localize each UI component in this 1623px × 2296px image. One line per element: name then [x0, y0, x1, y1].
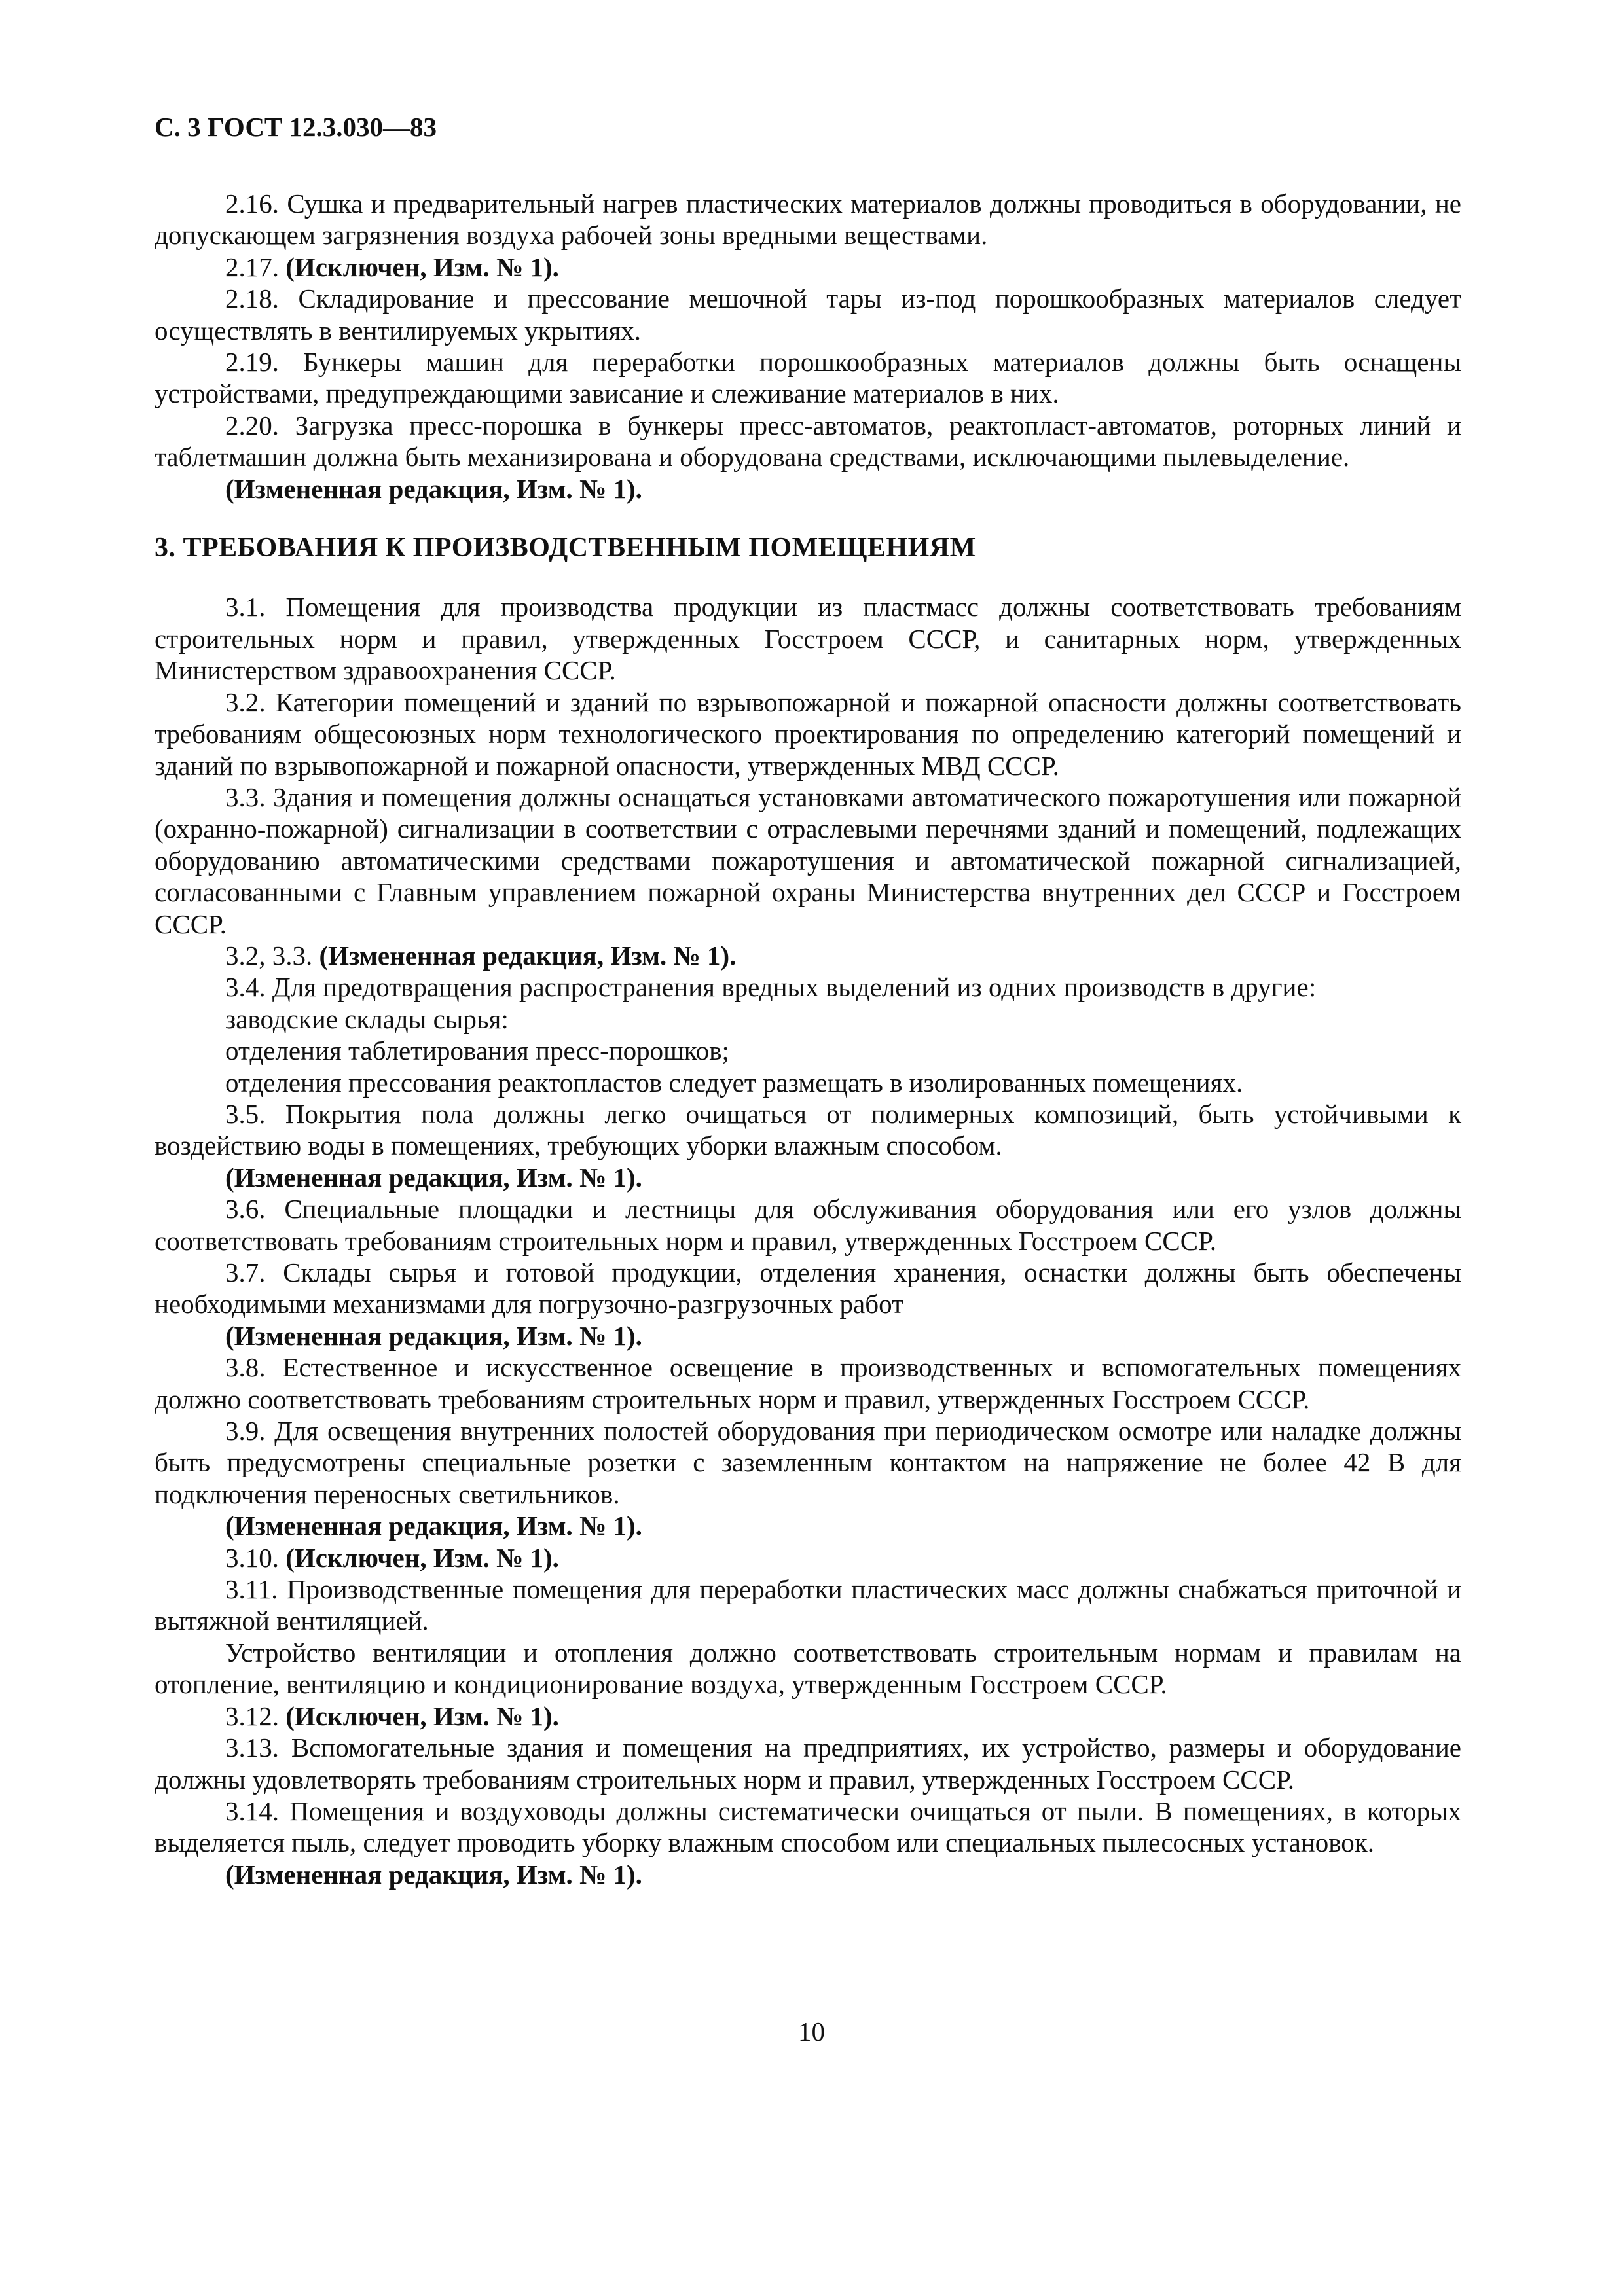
amendment-note — [155, 473, 1461, 505]
page-header: С. 3 ГОСТ 12.3.030—83 — [155, 112, 437, 142]
amendment-text: (Измененная редакция, Изм. № 1). — [225, 473, 642, 504]
clause-paragraph: 3.6. Специальные площадки и лестницы для обслуживания оборудования или его узлов должны соответствовать требованиям строительных норм и правил, утвержденных Госстроем СССР. — [155, 1194, 1461, 1256]
amendment-text: (Измененная редакция, Изм. № 1). — [319, 940, 737, 971]
clause-number: 3.10. — [225, 1542, 286, 1573]
amendment-text: (Измененная редакция, Изм. № 1). — [225, 1162, 642, 1193]
amendment-note — [155, 940, 1461, 971]
document-body — [155, 188, 1461, 1890]
clause-number: 2.17. — [225, 251, 286, 282]
clause-paragraph: Устройство вентиляции и отопления должно соответствовать строительным нормам и правилам на отопление, вентиляцию и кондиционирование воздуха, утвержденным Госстроем СССР. — [155, 1637, 1461, 1700]
clause-paragraph: 3.3. Здания и помещения должны оснащаться установками автоматического пожаротушения или пожарной (охранно-пожарной) сигнализации в соответствии с отраслевыми перечнями зданий и помещений, подлежащих оборудованию автоматическими средствами пожаротушения и автоматической пожарной сигнализацией, согласованными с Главным управлением пожарной охраны Министерства внутренних дел СССР и Госстроем СССР. — [155, 781, 1461, 939]
clause-number: 3.12. — [225, 1700, 286, 1731]
amendment-note — [155, 251, 1461, 283]
amendment-note — [155, 1859, 1461, 1890]
amendment-text: (Измененная редакция, Изм. № 1). — [225, 1511, 642, 1541]
clause-paragraph: 3.7. Склады сырья и готовой продукции, отделения хранения, оснастки должны быть обеспечены необходимыми механизмами для погрузочно-разгрузочных работ — [155, 1257, 1461, 1319]
clause-paragraph: отделения прессования реактопластов следует размещать в изолированных помещениях. — [225, 1067, 1243, 1098]
clause-paragraph: 2.20. Загрузка пресс-порошка в бункеры пресс-автоматов, реактопласт-автоматов, роторных линий и таблетмашин должна быть механизирована и оборудована средствами, исключающими пылевыделение. — [155, 410, 1461, 473]
clause-paragraph: 3.5. Покрытия пола должны легко очищаться от полимерных композиций, быть устойчивыми к воздействию воды в помещениях, требующих уборки влажным способом. — [155, 1098, 1461, 1161]
clause-paragraph: 3.2. Категории помещений и зданий по взрывопожарной и пожарной опасности должны соответствовать требованиям общесоюзных норм технологического проектирования по определению категорий помещений и зданий по взрывопожарной и пожарной опасности, утвержденных МВД СССР. — [155, 687, 1461, 781]
page-number: 10 — [798, 2017, 825, 2047]
clause-paragraph: отделения таблетирования пресс-порошков; — [225, 1035, 729, 1066]
amendment-text: (Исключен, Изм. № 1). — [285, 251, 559, 282]
amendment-note — [155, 1510, 1461, 1541]
amendment-text: (Исключен, Изм. № 1). — [285, 1542, 559, 1573]
clause-paragraph: 2.16. Сушка и предварительный нагрев пластических материалов должны проводиться в оборудовании, не допускающем загрязнения воздуха рабочей зоны вредными веществами. — [155, 188, 1461, 251]
amendment-note — [155, 1700, 1461, 1732]
amendment-text: (Исключен, Изм. № 1). — [285, 1700, 559, 1731]
clause-paragraph: заводские склады сырья: — [225, 1003, 509, 1034]
clause-paragraph: 3.8. Естественное и искусственное освещение в производственных и вспомогательных помещениях должно соответствовать требованиям строительных норм и правил, утвержденных Госстроем СССР. — [155, 1352, 1461, 1414]
amendment-note — [155, 1320, 1461, 1352]
clause-paragraph: 3.13. Вспомогательные здания и помещения на предприятиях, их устройство, размеры и оборудование должны удовлетворять требованиям строительных норм и правил, утвержденных Госстроем СССР. — [155, 1732, 1461, 1795]
clause-paragraph: 3.9. Для освещения внутренних полостей оборудования при периодическом осмотре или наладке должны быть предусмотрены специальные розетки с заземленным контактом на напряжение не более 42 В для подключения переносных светильников. — [155, 1416, 1461, 1509]
clause-paragraph: 3.14. Помещения и воздуховоды должны систематически очищаться от пыли. В помещениях, в которых выделяется пыль, следует проводить уборку влажным способом или специальных пылесосных установок. — [155, 1795, 1461, 1858]
clause-paragraph: 3.11. Производственные помещения для переработки пластических масс должны снабжаться приточной и вытяжной вентиляцией. — [155, 1574, 1461, 1636]
amendment-note — [155, 1162, 1461, 1193]
section-title: 3. ТРЕБОВАНИЯ К ПРОИЗВОДСТВЕННЫМ ПОМЕЩЕНИЯМ — [155, 533, 976, 564]
clause-number: 3.2, 3.3. — [225, 940, 319, 971]
amendment-text: (Измененная редакция, Изм. № 1). — [225, 1320, 642, 1351]
amendment-text: (Измененная редакция, Изм. № 1). — [225, 1859, 642, 1890]
clause-paragraph: 2.19. Бункеры машин для переработки порошкообразных материалов должны быть оснащены устройствами, предупреждающими зависание и слеживание материалов в них. — [155, 347, 1461, 409]
amendment-note — [155, 1542, 1461, 1573]
clause-paragraph: 3.1. Помещения для производства продукции из пластмасс должны соответствовать требованиям строительных норм и правил, утвержденных Госстроем СССР, и санитарных норм, утвержденных Министерством здравоохранения СССР. — [155, 592, 1461, 686]
clause-paragraph: 3.4. Для предотвращения распространения вредных выделений из одних производств в другие: — [225, 972, 1317, 1003]
clause-paragraph: 2.18. Складирование и прессование мешочной тары из-под порошкообразных материалов следует осуществлять в вентилируемых укрытиях. — [155, 283, 1461, 346]
